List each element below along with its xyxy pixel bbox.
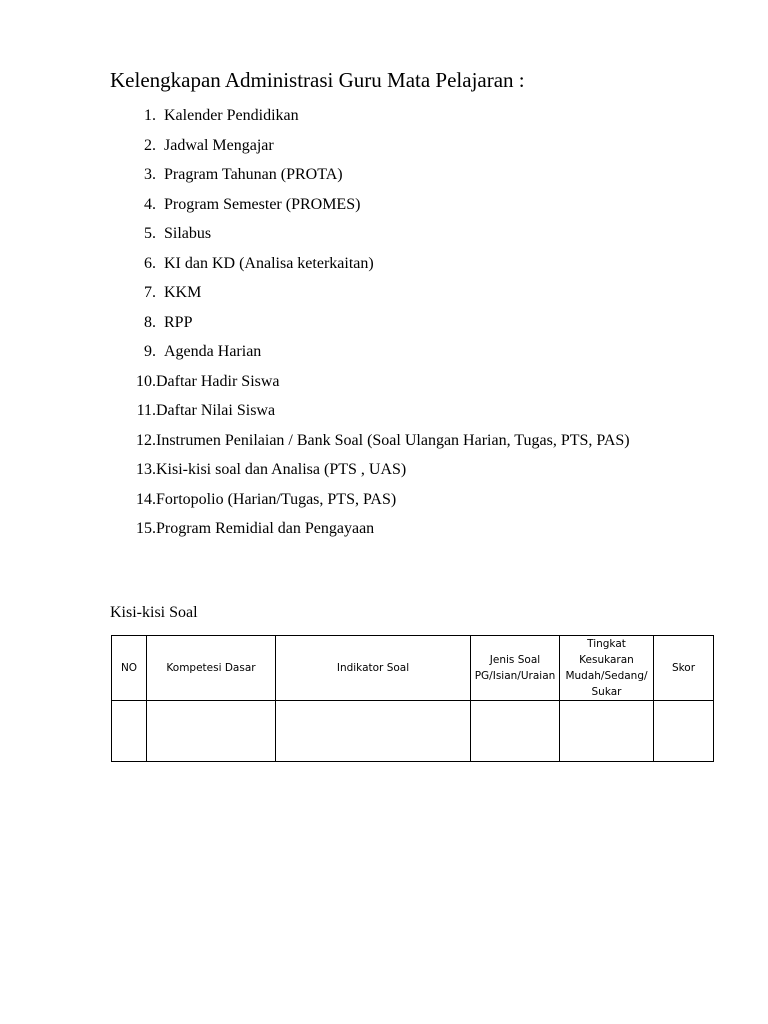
list-item	[110, 369, 630, 399]
list-item-number: 12.	[136, 431, 156, 449]
list-item	[110, 103, 630, 133]
list-item-number: 10.	[136, 372, 156, 390]
list-item-label: Program Semester (PROMES)	[164, 195, 361, 213]
column-header-jenis-soal: Jenis Soal PG/Isian/Uraian	[471, 636, 560, 701]
list-item-number: 5.	[144, 225, 156, 242]
table-header-row	[112, 636, 714, 701]
list-item-number: 14.	[136, 490, 156, 508]
list-item-number: 6.	[144, 254, 156, 272]
list-item-label: Kisi-kisi soal dan Analisa (PTS , UAS)	[156, 461, 407, 478]
list-item-label: Instrumen Penilaian / Bank Soal (Soal Ulangan Harian, Tugas, PTS, PAS)	[156, 431, 630, 449]
column-header-kompetensi-dasar: Kompetesi Dasar	[147, 636, 276, 701]
list-item-number: 9.	[144, 343, 156, 360]
column-header-skor: Skor	[654, 636, 714, 701]
list-item-number: 4.	[144, 195, 156, 213]
list-item	[110, 251, 630, 281]
list-item-number: 15.	[136, 520, 156, 537]
list-item-label: Pragram Tahunan (PROTA)	[164, 166, 343, 183]
table-cell	[112, 701, 147, 762]
list-item	[110, 192, 630, 222]
list-item-number: 7.	[144, 284, 156, 301]
table-row	[112, 701, 714, 762]
table-cell	[471, 701, 560, 762]
list-item-number: 11.	[136, 402, 156, 419]
list-item	[110, 516, 630, 546]
list-item-label: Daftar Hadir Siswa	[156, 372, 280, 390]
section-title: Kisi-kisi Soal	[110, 604, 198, 621]
column-header-no: NO	[112, 636, 147, 701]
list-item-number: 3.	[144, 166, 156, 183]
list-item-label: KKM	[164, 284, 202, 301]
kisi-kisi-table	[111, 635, 714, 762]
table-cell	[147, 701, 276, 762]
administration-checklist	[110, 103, 630, 546]
list-item-number: 13.	[136, 461, 156, 478]
list-item	[110, 428, 630, 458]
table-cell	[276, 701, 471, 762]
list-item	[110, 398, 630, 428]
table-cell	[560, 701, 654, 762]
list-item-label: Jadwal Mengajar	[164, 136, 274, 154]
list-item	[110, 280, 630, 310]
list-item-label: Daftar Nilai Siswa	[156, 402, 276, 419]
list-item-label: KI dan KD (Analisa keterkaitan)	[164, 254, 374, 272]
list-item-label: Program Remidial dan Pengayaan	[156, 520, 375, 537]
list-item	[110, 162, 630, 192]
list-item	[110, 339, 630, 369]
list-item-label: Fortopolio (Harian/Tugas, PTS, PAS)	[156, 490, 397, 508]
list-item-number: 2.	[144, 136, 156, 154]
list-item	[110, 221, 630, 251]
list-item	[110, 487, 630, 517]
table-cell	[654, 701, 714, 762]
list-item	[110, 457, 630, 487]
list-item-number: 8.	[144, 313, 156, 331]
column-header-tingkat-kesukaran: Tingkat Kesukaran Mudah/Sedang/ Sukar	[560, 636, 654, 701]
list-item	[110, 310, 630, 340]
page-title: Kelengkapan Administrasi Guru Mata Pelajaran :	[110, 68, 525, 92]
column-header-indikator-soal: Indikator Soal	[276, 636, 471, 701]
list-item-label: Kalender Pendidikan	[164, 107, 299, 124]
list-item-label: Silabus	[164, 225, 212, 242]
list-item-label: Agenda Harian	[164, 343, 262, 360]
list-item	[110, 133, 630, 163]
list-item-number: 1.	[144, 107, 156, 124]
list-item-label: RPP	[164, 313, 193, 331]
